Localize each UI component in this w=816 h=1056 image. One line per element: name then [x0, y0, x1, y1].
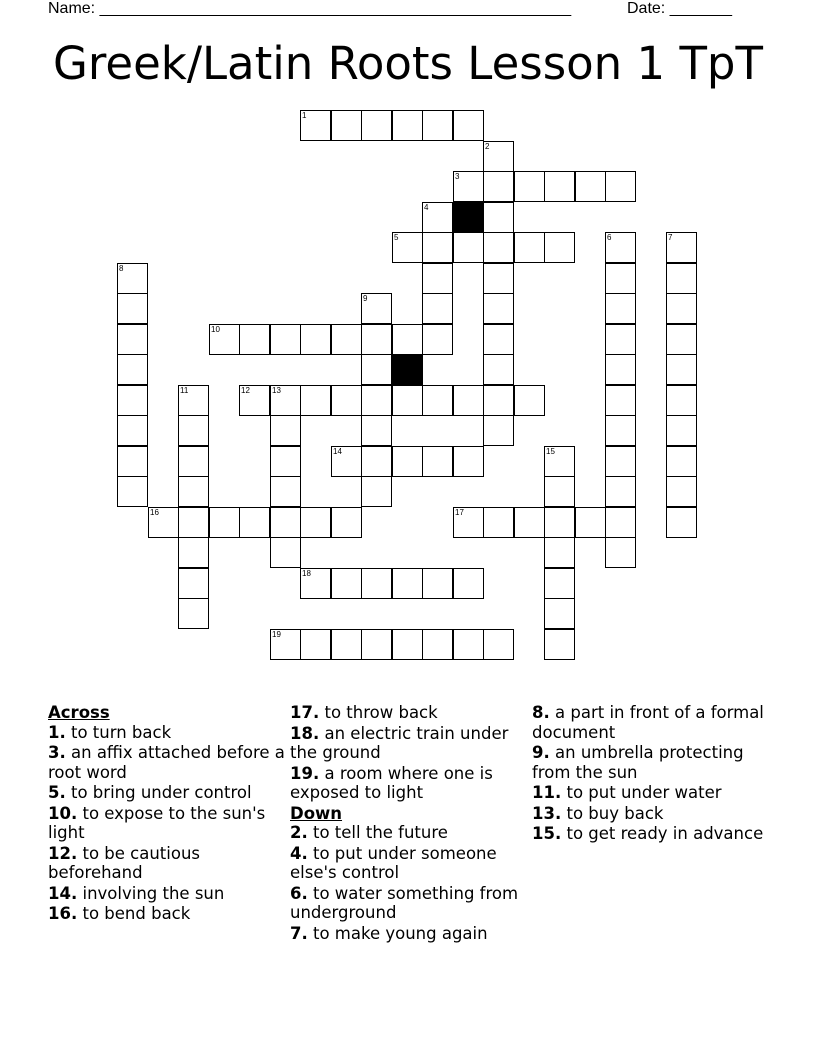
clue-number: 4: [424, 203, 429, 212]
grid-cell[interactable]: [544, 598, 575, 629]
clue-down-7: 7. to make young again: [290, 923, 488, 943]
grid-cell[interactable]: [544, 476, 575, 507]
clue-down-2: 2. to tell the future: [290, 823, 448, 842]
clue-number: 7: [668, 233, 673, 242]
grid-cell[interactable]: [453, 110, 484, 141]
grid-cell[interactable]: [178, 385, 209, 416]
grid-cell[interactable]: [605, 324, 636, 355]
grid-cell[interactable]: [361, 629, 392, 660]
down-heading: Down: [290, 803, 343, 823]
grid-cell[interactable]: [453, 568, 484, 599]
grid-cell[interactable]: [361, 415, 392, 446]
grid-cell[interactable]: [514, 507, 545, 538]
grid-cell[interactable]: [453, 171, 484, 202]
clue-number: 18: [302, 569, 311, 578]
clue-across-14: 14. involving the sun: [48, 883, 225, 903]
clue-down-6: 6. to water something from underground: [290, 883, 519, 922]
grid-cell[interactable]: [666, 415, 697, 446]
grid-cell[interactable]: [300, 110, 331, 141]
page-title: Greek/Latin Roots Lesson 1 TpT: [53, 37, 763, 90]
grid-cell[interactable]: [178, 598, 209, 629]
date-field[interactable]: Date: _______: [627, 0, 732, 17]
grid-cell[interactable]: [483, 293, 514, 324]
grid-cell[interactable]: [605, 507, 636, 538]
grid-cell[interactable]: [544, 568, 575, 599]
clue-number: 15: [546, 447, 555, 456]
grid-cell[interactable]: [392, 232, 423, 263]
clue-across-17: 17. to throw back: [290, 703, 438, 722]
clues-column-2: [290, 703, 530, 944]
grid-cell[interactable]: [331, 446, 362, 477]
grid-cell[interactable]: [117, 354, 148, 385]
grid-cell[interactable]: [453, 385, 484, 416]
grid-cell[interactable]: [453, 232, 484, 263]
grid-cell[interactable]: [270, 385, 301, 416]
grid-cell[interactable]: [300, 507, 331, 538]
grid-cell[interactable]: [331, 507, 362, 538]
grid-cell[interactable]: [483, 324, 514, 355]
grid-cell[interactable]: [239, 324, 270, 355]
grid-cell[interactable]: [392, 446, 423, 477]
grid-cell[interactable]: [270, 629, 301, 660]
clue-across-10: 10. to expose to the sun's light: [48, 803, 266, 842]
clue-number: 9: [363, 294, 368, 303]
grid-cell[interactable]: [605, 385, 636, 416]
grid-cell[interactable]: [270, 415, 301, 446]
grid-cell[interactable]: [605, 354, 636, 385]
grid-cell[interactable]: [422, 324, 453, 355]
grid-cell[interactable]: [270, 446, 301, 477]
grid-cell[interactable]: [239, 507, 270, 538]
grid-cell[interactable]: [392, 385, 423, 416]
clue-across-5: 5. to bring under control: [48, 783, 252, 802]
clue-down-11: 11. to put under water: [532, 783, 722, 802]
grid-cell[interactable]: [361, 446, 392, 477]
grid-cell[interactable]: [666, 507, 697, 538]
clue-number: 2: [485, 142, 490, 151]
clue-number: 8: [119, 264, 124, 273]
grid-cell[interactable]: [514, 171, 545, 202]
grid-cell[interactable]: [483, 415, 514, 446]
grid-cell[interactable]: [300, 629, 331, 660]
grid-cell[interactable]: [605, 263, 636, 294]
grid-cell[interactable]: [666, 293, 697, 324]
clue-number: 3: [455, 172, 460, 181]
grid-cell[interactable]: [605, 537, 636, 568]
grid-cell[interactable]: [117, 415, 148, 446]
across-heading: Across: [48, 703, 110, 722]
clue-down-13: 13. to buy back: [532, 803, 664, 823]
grid-cell[interactable]: [361, 110, 392, 141]
grid-cell[interactable]: [605, 415, 636, 446]
grid-cell[interactable]: [605, 476, 636, 507]
grid-cell[interactable]: [666, 263, 697, 294]
clue-number: 14: [333, 447, 342, 456]
grid-cell[interactable]: [392, 568, 423, 599]
grid-cell[interactable]: [666, 324, 697, 355]
black-square: [392, 354, 423, 385]
clue-down-9: 9. an umbrella protecting from the sun: [532, 743, 744, 782]
clue-down-4: 4. to put under someone else's control: [290, 843, 497, 882]
grid-cell[interactable]: [178, 415, 209, 446]
grid-cell[interactable]: [239, 385, 270, 416]
grid-cell[interactable]: [666, 476, 697, 507]
grid-cell[interactable]: [666, 354, 697, 385]
grid-cell[interactable]: [361, 385, 392, 416]
clue-number: 16: [150, 508, 159, 517]
grid-cell[interactable]: [422, 568, 453, 599]
grid-cell[interactable]: [483, 629, 514, 660]
grid-cell[interactable]: [544, 171, 575, 202]
grid-cell[interactable]: [361, 354, 392, 385]
grid-cell[interactable]: [178, 476, 209, 507]
grid-cell[interactable]: [453, 629, 484, 660]
grid-cell[interactable]: [605, 293, 636, 324]
grid-cell[interactable]: [666, 446, 697, 477]
clue-across-16: 16. to bend back: [48, 904, 191, 923]
grid-cell[interactable]: [270, 476, 301, 507]
grid-cell[interactable]: [178, 537, 209, 568]
grid-cell[interactable]: [422, 629, 453, 660]
grid-cell[interactable]: [331, 568, 362, 599]
grid-cell[interactable]: [666, 385, 697, 416]
grid-cell[interactable]: [483, 507, 514, 538]
grid-cell[interactable]: [544, 232, 575, 263]
grid-cell[interactable]: [209, 324, 240, 355]
grid-cell[interactable]: [483, 202, 514, 233]
grid-cell[interactable]: [331, 110, 362, 141]
clues-column-1: [48, 703, 288, 925]
grid-cell[interactable]: [209, 507, 240, 538]
black-square: [453, 202, 484, 233]
clue-number: 11: [180, 386, 189, 395]
grid-cell[interactable]: [605, 171, 636, 202]
grid-cell[interactable]: [422, 232, 453, 263]
grid-cell[interactable]: [178, 507, 209, 538]
grid-cell[interactable]: [117, 385, 148, 416]
grid-cell[interactable]: [422, 385, 453, 416]
grid-cell[interactable]: [331, 324, 362, 355]
grid-cell[interactable]: [483, 385, 514, 416]
grid-cell[interactable]: [483, 263, 514, 294]
grid-cell[interactable]: [117, 324, 148, 355]
grid-cell[interactable]: [361, 324, 392, 355]
clue-number: 12: [241, 386, 250, 395]
grid-cell[interactable]: [178, 568, 209, 599]
grid-cell[interactable]: [270, 507, 301, 538]
grid-cell[interactable]: [453, 507, 484, 538]
grid-cell[interactable]: [270, 537, 301, 568]
grid-cell[interactable]: [331, 629, 362, 660]
grid-cell[interactable]: [483, 354, 514, 385]
grid-cell[interactable]: [483, 171, 514, 202]
grid-cell[interactable]: [544, 629, 575, 660]
clue-number: 19: [272, 630, 281, 639]
grid-cell[interactable]: [331, 385, 362, 416]
grid-cell[interactable]: [117, 446, 148, 477]
grid-cell[interactable]: [575, 507, 606, 538]
grid-cell[interactable]: [483, 232, 514, 263]
grid-cell[interactable]: [361, 568, 392, 599]
clue-number: 5: [394, 233, 399, 242]
grid-cell[interactable]: [544, 507, 575, 538]
grid-cell[interactable]: [300, 385, 331, 416]
grid-cell[interactable]: [148, 507, 179, 538]
grid-cell[interactable]: [544, 446, 575, 477]
grid-cell[interactable]: [605, 232, 636, 263]
grid-cell[interactable]: [483, 141, 514, 172]
grid-cell[interactable]: [270, 324, 301, 355]
grid-cell[interactable]: [361, 476, 392, 507]
clue-across-3: 3. an affix attached before a root word: [48, 743, 285, 782]
grid-cell[interactable]: [575, 171, 606, 202]
clue-down-15: 15. to get ready in advance: [532, 824, 764, 843]
clue-number: 6: [607, 233, 612, 242]
clue-number: 10: [211, 325, 220, 334]
grid-cell[interactable]: [422, 446, 453, 477]
grid-cell[interactable]: [392, 629, 423, 660]
grid-cell[interactable]: [422, 110, 453, 141]
grid-cell[interactable]: [422, 202, 453, 233]
grid-cell[interactable]: [392, 324, 423, 355]
clue-number: 17: [455, 508, 464, 517]
grid-cell[interactable]: [422, 293, 453, 324]
clue-number: 13: [272, 386, 281, 395]
grid-cell[interactable]: [514, 232, 545, 263]
grid-cell[interactable]: [117, 293, 148, 324]
grid-cell[interactable]: [392, 110, 423, 141]
clues-column-3: [532, 703, 772, 845]
grid-cell[interactable]: [117, 476, 148, 507]
grid-cell[interactable]: [300, 568, 331, 599]
grid-cell[interactable]: [666, 232, 697, 263]
clue-across-12: 12. to be cautious beforehand: [48, 843, 201, 882]
grid-cell[interactable]: [514, 385, 545, 416]
name-field[interactable]: Name: _____________________________________________________: [48, 0, 572, 17]
grid-cell[interactable]: [605, 446, 636, 477]
grid-cell[interactable]: [453, 446, 484, 477]
clue-across-19: 19. a room where one is exposed to light: [290, 763, 493, 802]
grid-cell[interactable]: [422, 263, 453, 294]
clue-down-8: 8. a part in front of a formal document: [532, 703, 764, 742]
clue-number: 1: [302, 111, 307, 120]
grid-cell[interactable]: [544, 537, 575, 568]
grid-cell[interactable]: [300, 324, 331, 355]
clue-across-1: 1. to turn back: [48, 722, 172, 742]
grid-cell[interactable]: [117, 263, 148, 294]
clue-across-18: 18. an electric train under the ground: [290, 723, 509, 762]
grid-cell[interactable]: [178, 446, 209, 477]
grid-cell[interactable]: [361, 293, 392, 324]
